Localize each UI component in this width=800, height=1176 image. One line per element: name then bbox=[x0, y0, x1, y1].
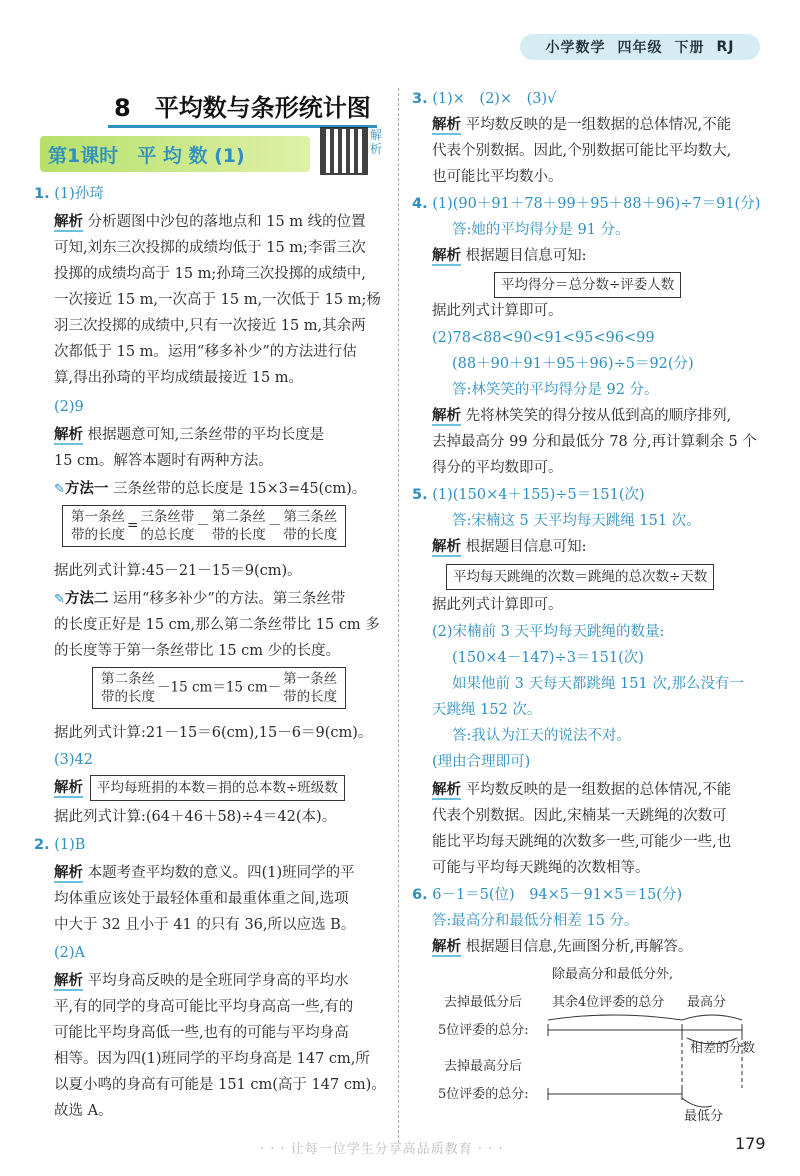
q5-2-line: 答:我认为江天的说法不对。 bbox=[452, 728, 631, 744]
method-icon: ✎ bbox=[54, 482, 65, 497]
text-line: 算,得出孙琦的平均成绩最接近 15 m。 bbox=[54, 370, 304, 386]
box1-a1: 第一条丝 bbox=[71, 509, 125, 525]
box1-c1: 第二条丝 bbox=[211, 509, 266, 525]
text-line: 故选 A。 bbox=[54, 1103, 113, 1119]
q4-1-head: (1)(90＋91＋78＋99＋95＋88＋96)÷7＝91(分) bbox=[432, 196, 761, 212]
formula-box-5: 平均每天跳绳的次数＝跳绳的总次数÷天数 bbox=[446, 564, 714, 590]
q1-3-head: (3)42 bbox=[54, 752, 93, 768]
header-volume: 下册 bbox=[674, 40, 705, 56]
header-edition: RJ bbox=[716, 39, 735, 55]
text-line: 分析题图中沙包的落地点和 15 m 线的位置 bbox=[87, 214, 366, 230]
q5-2-line: 天跳绳 152 次。 bbox=[432, 702, 542, 718]
formula-box-3: 平均每班捐的本数＝捐的总本数÷班级数 bbox=[90, 775, 345, 801]
box1-d2: 带的长度 bbox=[283, 527, 338, 543]
text-line: 本题考查平均数的意义。四(1)班同学的平 bbox=[87, 865, 355, 881]
q3-head: (1)× (2)× (3)√ bbox=[432, 91, 557, 107]
q3-number: 3. bbox=[412, 91, 428, 107]
diagram-min-label: 最低分 bbox=[684, 1109, 724, 1124]
text-line: 去掉最高分 99 分和最低分 78 分,再计算剩余 5 个 bbox=[432, 434, 757, 450]
text-line: 平均数反映的是一组数据的总体情况,不能 bbox=[465, 117, 732, 133]
text-line: 中大于 32 且小于 41 的只有 36,所以应选 B。 bbox=[54, 917, 356, 933]
diagram-row1-a: 去掉最低分后 bbox=[444, 995, 523, 1010]
q1-2-head: (2)9 bbox=[54, 399, 84, 415]
q6-jx-text: 根据题目信息,先画图分析,再解答。 bbox=[465, 939, 693, 955]
text-line: 可能与平均每天跳绳的次数相等。 bbox=[432, 860, 650, 876]
q5-1-answer: 答:宋楠这 5 天平均每天跳绳 151 次。 bbox=[452, 513, 701, 529]
q5-2-line: 如果他前 3 天每天都跳绳 151 次,那么没有一 bbox=[452, 676, 744, 692]
diagram-lines bbox=[412, 960, 767, 1130]
diagram-mid-label: 其余4位评委的总分 bbox=[552, 995, 665, 1010]
text-line: 也可能比平均数小。 bbox=[432, 169, 563, 185]
text-line: 均体重应该处于最轻体重和最重体重之间,选项 bbox=[54, 891, 349, 907]
box2-mid: －15 cm＝15 cm－ bbox=[157, 679, 282, 696]
diagram-max-label: 最高分 bbox=[687, 995, 727, 1010]
calc-1: 据此列式计算:45－21－15＝9(cm)。 bbox=[54, 563, 302, 579]
q5-2-line: (理由合理即可) bbox=[432, 754, 531, 770]
qr-code-icon[interactable] bbox=[320, 127, 368, 175]
jx-label: 解析 bbox=[54, 213, 83, 230]
text-line: 能比平均每天跳绳的次数多一些,可能少一些,也 bbox=[432, 834, 732, 850]
text-line: 投掷的成绩均高于 15 m;孙琦三次投掷的成绩中, bbox=[54, 266, 366, 282]
text-line: 的长度正好是 15 cm,那么第二条丝带比 15 cm 多 bbox=[54, 617, 380, 633]
diagram-row2-a: 去掉最高分后 bbox=[444, 1059, 523, 1074]
text-line: 可能比平均身高低一些,也有的可能与平均身高 bbox=[54, 1025, 349, 1041]
jx-label: 解析 bbox=[432, 538, 461, 555]
q4-number: 4. bbox=[412, 196, 428, 212]
box2-b2: 带的长度 bbox=[283, 689, 338, 705]
diagram-top-label: 除最高分和最低分外, bbox=[552, 967, 674, 982]
formula-box-4: 平均得分＝总分数÷评委人数 bbox=[494, 272, 681, 298]
text-line: 的长度等于第一条丝带比 15 cm 少的长度。 bbox=[54, 643, 341, 659]
formula-box-1: 第一条丝 带的长度=三条丝带 的总长度－第二条丝 带的长度－第三条丝 带的长度 bbox=[62, 505, 346, 547]
q1-number: 1. bbox=[34, 186, 50, 202]
box2-b1: 第一条丝 bbox=[283, 671, 338, 687]
jx-label: 解析 bbox=[432, 781, 461, 798]
q4-2-order: (2)78<88<90<91<95<96<99 bbox=[432, 330, 655, 346]
method2-label: 方法二 bbox=[64, 590, 109, 607]
text-line: 先将林笑笑的得分按从低到高的顺序排列, bbox=[465, 408, 732, 424]
qr-label: 解析 bbox=[370, 128, 383, 156]
method1-text: 三条丝带的总长度是 15×3=45(cm)。 bbox=[113, 481, 367, 497]
jx-label: 解析 bbox=[432, 938, 461, 955]
q5-1-head: (1)(150×4＋155)÷5＝151(次) bbox=[432, 487, 645, 503]
box2-a2: 带的长度 bbox=[101, 689, 155, 705]
text-line: 次都低于 15 m。运用“移多补少”的方法进行估 bbox=[54, 344, 357, 360]
page-number: 179 bbox=[735, 1134, 766, 1153]
text-line: 可知,刘东三次投掷的成绩均低于 15 m;李雷三次 bbox=[54, 240, 366, 256]
jx-label: 解析 bbox=[432, 116, 461, 133]
jx-label: 解析 bbox=[432, 407, 461, 424]
box1-d1: 第三条丝 bbox=[283, 509, 338, 525]
q6-number: 6. bbox=[412, 887, 428, 903]
q5-calc: 据此列式计算即可。 bbox=[432, 597, 563, 613]
q4-2-calc: (88＋90＋91＋95＋96)÷5＝92(分) bbox=[452, 356, 694, 372]
q5-2-line: (2)宋楠前 3 天平均每天跳绳的数量: bbox=[432, 624, 665, 640]
jx-label: 解析 bbox=[54, 864, 83, 881]
calc-3: 据此列式计算:(64＋46＋58)÷4＝42(本)。 bbox=[54, 809, 337, 825]
text-line: 平均身高反映的是全班同学身高的平均水 bbox=[87, 973, 349, 989]
text-line: 15 cm。解答本题时有两种方法。 bbox=[54, 453, 273, 469]
method1-label: 方法一 bbox=[64, 480, 109, 497]
q5-2-line: (150×4－147)÷3＝151(次) bbox=[452, 650, 644, 666]
text-line: 运用“移多补少”的方法。第三条丝带 bbox=[113, 591, 346, 607]
box1-b2: 的总长度 bbox=[140, 527, 195, 543]
q2-number: 2. bbox=[34, 837, 50, 853]
header-subject: 小学数学 bbox=[545, 40, 606, 56]
q4-2-answer: 答:林笑笑的平均得分是 92 分。 bbox=[452, 382, 659, 398]
q2-1-head: (1)B bbox=[54, 837, 86, 853]
diagram-diff-label: 相差的分数 bbox=[690, 1041, 756, 1056]
q6-answer: 答:最高分和最低分相差 15 分。 bbox=[432, 913, 639, 929]
q2-2-head: (2)A bbox=[54, 945, 86, 961]
box1-a2: 带的长度 bbox=[71, 527, 125, 543]
diagram-row1-b: 5位评委的总分: bbox=[438, 1023, 529, 1038]
box1-c2: 带的长度 bbox=[211, 527, 266, 543]
jx-label: 解析 bbox=[54, 972, 83, 989]
footer-slogan: · · · 让每一位学生分享高品质教育 · · · bbox=[260, 1142, 504, 1157]
text-line: 平均数反映的是一组数据的总体情况,不能 bbox=[465, 782, 732, 798]
box1-b1: 三条丝带 bbox=[140, 509, 195, 525]
q4-1-answer: 答:她的平均得分是 91 分。 bbox=[452, 222, 630, 238]
jx-label: 解析 bbox=[432, 247, 461, 264]
calc-2: 据此列式计算:21－15＝6(cm),15－6＝9(cm)。 bbox=[54, 725, 373, 741]
text-line: 羽三次投掷的成绩中,只有一次接近 15 m,其余两 bbox=[54, 318, 366, 334]
jx-label: 解析 bbox=[54, 426, 83, 443]
lesson-title: 第1课时 平 均 数 (1) bbox=[40, 136, 310, 172]
formula-box-2 bbox=[92, 667, 346, 709]
column-divider bbox=[398, 88, 399, 1143]
text-line: 根据题意可知,三条丝带的平均长度是 bbox=[87, 427, 325, 443]
q4-jx-text: 根据题目信息可知: bbox=[465, 248, 587, 264]
chapter-title: 8 平均数与条形统计图 bbox=[108, 88, 377, 128]
text-line: 相等。因为四(1)班同学的平均身高是 147 cm,所 bbox=[54, 1051, 370, 1067]
q1-1-head: (1)孙琦 bbox=[54, 186, 104, 202]
method-icon: ✎ bbox=[54, 592, 65, 607]
text-line: 平,有的同学的身高可能比平均身高高一些,有的 bbox=[54, 999, 354, 1015]
text-line: 一次接近 15 m,一次高于 15 m,一次低于 15 m;杨 bbox=[54, 292, 381, 308]
segment-diagram bbox=[412, 960, 767, 1130]
q4-calc: 据此列式计算即可。 bbox=[432, 303, 563, 319]
q5-jx-text: 根据题目信息可知: bbox=[465, 539, 587, 555]
jx-label: 解析 bbox=[54, 779, 83, 796]
text-line: 代表个别数据。因此,个别数据可能比平均数大, bbox=[432, 143, 732, 159]
header-grade: 四年级 bbox=[617, 40, 663, 56]
text-line: 代表个别数据。因此,宋楠某一天跳绳的次数可 bbox=[432, 808, 727, 824]
box2-a1: 第二条丝 bbox=[101, 671, 155, 687]
header-pill bbox=[520, 34, 760, 60]
text-line: 得分的平均数即可。 bbox=[432, 460, 563, 476]
text-line: 以夏小鸣的身高有可能是 151 cm(高于 147 cm)。 bbox=[54, 1077, 386, 1093]
diagram-row2-b: 5位评委的总分: bbox=[438, 1087, 529, 1102]
q5-number: 5. bbox=[412, 487, 428, 503]
q6-head: 6－1＝5(位) 94×5－91×5＝15(分) bbox=[432, 887, 683, 903]
